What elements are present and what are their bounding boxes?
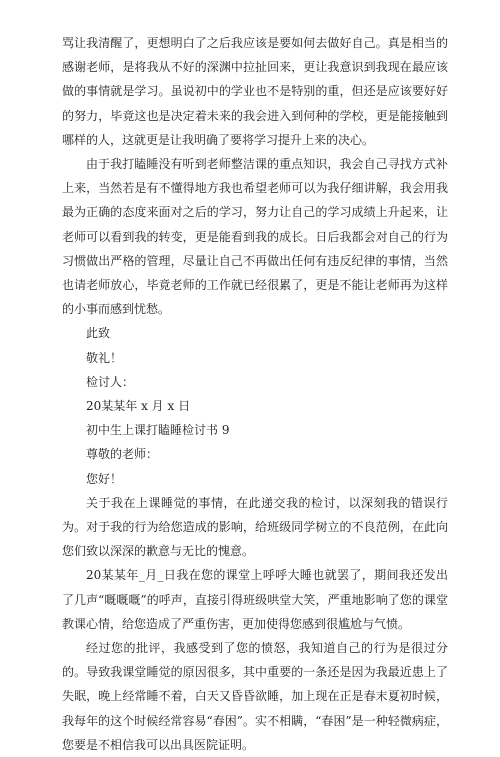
paragraph-continued: 骂让我清醒了，更想明白了之后我应该是要如何去做好自己。真是相当的感谢老师，是将我从不好的深渊中拉扯回来，更让我意识到我现在最应该做的事情就是学习。虽说初中的学业也不是特别的重，但还是应该要好好的努力，毕竟这也是决定着未来的我会进入到何种的学校，更是能接触到哪样的人，这就更是让我明确了要将学习提升上来的决心。: [62, 36, 448, 147]
signer-label: 检讨人：: [86, 374, 135, 389]
closing-cizhi: 此致: [86, 326, 111, 341]
paragraph-reason: 经过您的批评，我感受到了您的愤怒，我知道自己的行为是很过分的。导致我课堂睡觉的原因很多，其中重要的一条还是因为我最近患上了失眠，晚上经常睡不着，白天又昏昏欲睡，加上现在正是春末夏初时候，我每年的这个时候经常容易“春困”。实不相瞒，“春困”是一种轻微病症，您要是不相信我可以出具医院证明。: [62, 641, 448, 752]
greeting: 您好！: [86, 471, 123, 486]
closing-jingli: 敬礼！: [86, 350, 123, 365]
date-line: 20某某年 x 月 x 日: [86, 399, 191, 414]
section-title: 初中生上课打瞌睡检讨书 9: [86, 423, 230, 438]
paragraph-apology: 关于我在上课睡觉的事情，在此递交我的检讨，以深刻我的错误行为。对于我的行为给您造成的影响，给班级同学树立的不良范例，在此向您们致以深深的歉意与无比的愧意。: [62, 495, 448, 559]
salutation: 尊敬的老师：: [86, 447, 159, 462]
paragraph-incident: 20某某年_月_日我在您的课堂上呼呼大睡也就罢了，期间我还发出了几声“嘅嘅嘅”的呼声，直接引得班级哄堂大笑，严重地影响了您的课堂教课心情，给您造成了严重伤害，更加使得您感到很尴尬与气愤。: [62, 568, 448, 631]
document-page: [62, 31, 448, 757]
paragraph-study-plan: 由于我打瞌睡没有听到老师整洁课的重点知识，我会自己寻找方式补上来，当然若是有不懂得地方我也希望老师可以为我仔细讲解，我会用我最为正确的态度来面对之后的学习，努力让自己的学习成绩上升起来，让老师可以看到我的转变，更是能看到我的成长。日后我都会对自己的行为习惯做出严格的管理，尽量让自己不再做出任何有违反纪律的事情，当然也请老师放心，毕竟老师的工作就已经很累了，更是不能让老师再为这样的小事而感到忧愁。: [62, 157, 448, 317]
